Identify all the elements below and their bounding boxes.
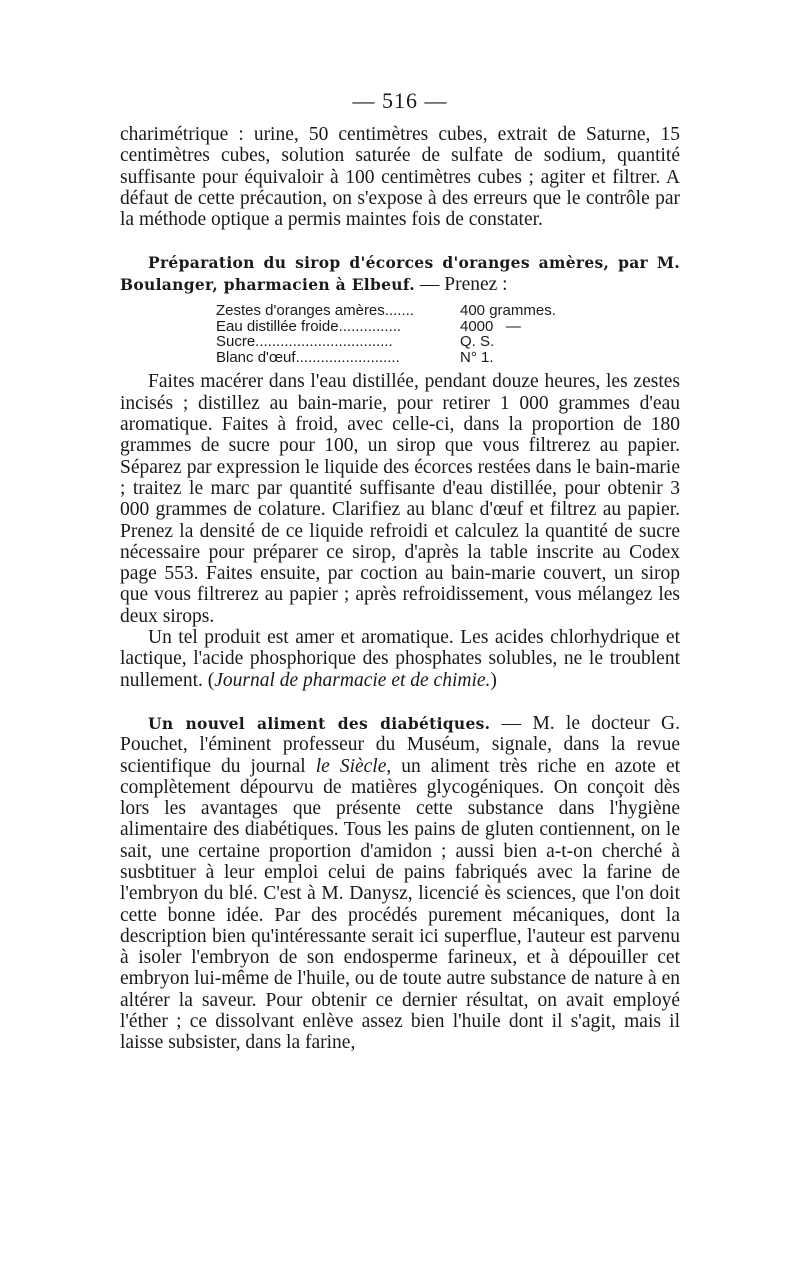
- section-syrup-heading-tail: — Prenez :: [414, 273, 508, 295]
- journal-name: le Siècle: [315, 755, 387, 777]
- syrup-properties-paragraph: [120, 627, 680, 691]
- source-citation: Journal de pharmacie et de chimie.: [214, 669, 491, 691]
- section-syrup-heading: Préparation du sirop d'écorces d'oranges amères, par M. Boulanger, pharmacien à Elbeuf.: [120, 253, 680, 294]
- source-citation-close: ): [490, 669, 497, 691]
- recipe-quantity: 400 grammes.: [460, 302, 556, 320]
- diabetic-food-paragraph: [120, 713, 680, 1054]
- recipe-row: [216, 334, 680, 350]
- syrup-instructions-paragraph: Faites macérer dans l'eau distillée, pendant douze heures, les zestes incisés ; distillez au bain-marie, pour retirer 1 000 grammes d'eau aromatique. Faites à froid, avec celle-ci, dans la proportion de 180 grammes de sucre pour 100, un sirop que vous filtrerez au papier. Séparez par expression le liquide des écorces restées dans le bain-marie ; traitez le marc par quantité suffisante d'eau distillée, pour obtenir 3 000 grammes de colature. Clarifiez au blanc d'œuf et filtrez au papier. Prenez la densité de ce liquide refroidi et calculez la quantité de sucre nécessaire pour préparer ce sirop, d'après la table inscrite au Codex page 553. Faites ensuite, par coction au bain-marie couvert, un sirop que vous filtrerez au papier ; après refroidissement, vous mélangez les deux sirops.: [120, 371, 680, 627]
- recipe-quantity: N° 1.: [460, 348, 494, 366]
- recipe-quantity: 4000 —: [460, 317, 521, 335]
- section-syrup-heading-line: [120, 252, 680, 295]
- recipe-row: [216, 319, 680, 335]
- recipe-row: [216, 350, 680, 366]
- page-number: — 516 —: [352, 88, 448, 113]
- section-spacer: [120, 691, 680, 713]
- section-diabetic-heading: Un nouvel aliment des diabétiques.: [148, 713, 491, 733]
- recipe-quantity: Q. S.: [460, 333, 495, 351]
- intro-paragraph: charimétrique : urine, 50 centimètres cubes, extrait de Saturne, 15 centimètres cubes, solution saturée de sulfate de sodium, quantité suffisante pour équivaloir à 100 centimètres cubes ; agiter et filtrer. A défaut de cette précaution, on s'expose à des erreurs que le contrôle par la méthode optique a permis maintes fois de constater.: [120, 124, 680, 231]
- recipe-item: Zestes d'oranges amères.......: [216, 303, 414, 319]
- syrup-properties-text: Un tel produit est amer et aromatique. Les acides chlorhydrique et lactique, l'acide phosphorique des phosphates solubles, ne le troublent nullement. (: [120, 627, 680, 691]
- diabetic-text-before: — M. le docteur G. Pouchet, l'éminent professeur du Muséum, signale, dans la revue scientifique du journal: [120, 712, 680, 777]
- recipe-table: [216, 303, 680, 365]
- recipe-item: Sucre.................................: [216, 334, 393, 350]
- book-page: [120, 88, 680, 1054]
- recipe-item: Eau distillée froide...............: [216, 318, 402, 335]
- section-spacer: [120, 230, 680, 252]
- diabetic-text-after: , un aliment très riche en azote et complètement dépourvu de matières glycogéniques. On conçoit dès lors les avantages que présente cette substance dans l'hygiène alimentaire des diabétiques. Tous les pains de gluten contiennent, on le sait, une certaine proportion d'amidon ; aussi bien a-t-on cherché à susbtituer à leur emploi celui de pains fabriqués avec la farine de l'embryon du blé. C'est à M. Danysz, licencié ès sciences, que l'on doit cette bonne idée. Par des procédés purement mécaniques, dont la description bien qu'intéressante serait ici superflue, l'auteur est parvenu à isoler l'embryon de son endosperme farineux, et à dépouiller cet embryon lui-même de l'huile, ou de toute autre substance de nature à en altérer la saveur. Pour obtenir ce dernier résultat, on avait employé l'éther ; ce dissolvant enlève assez bien l'huile dont il s'agit, mais il laisse subsister, dans la farine,: [120, 755, 681, 1054]
- recipe-item: Blanc d'œuf.........................: [216, 349, 400, 366]
- recipe-row: [216, 303, 680, 319]
